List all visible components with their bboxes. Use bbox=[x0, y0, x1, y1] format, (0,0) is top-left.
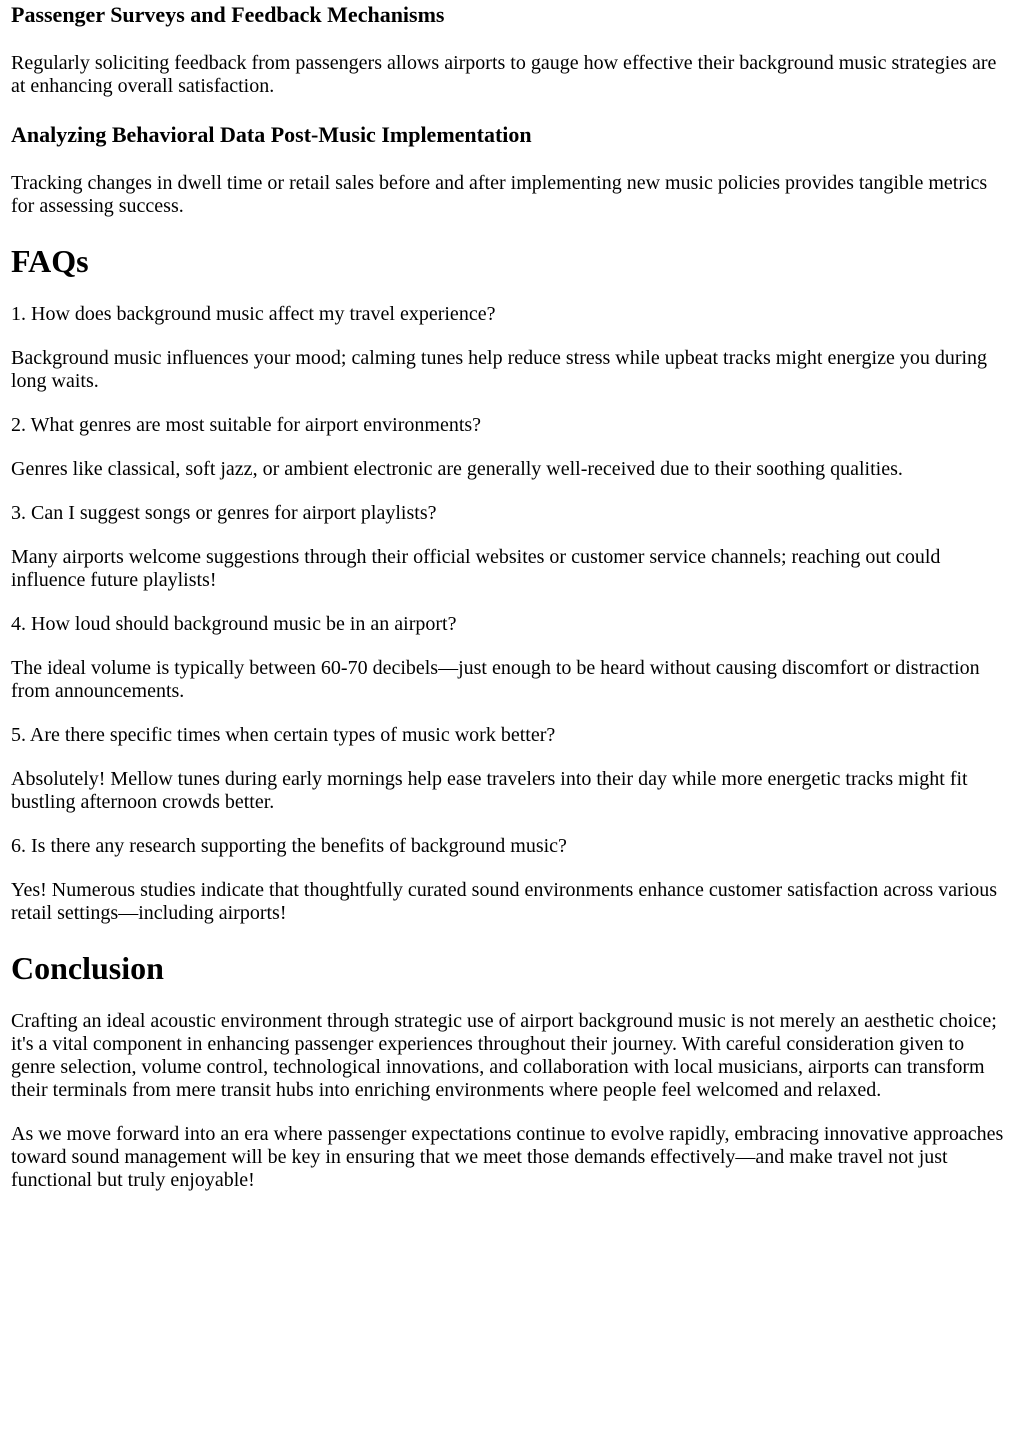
conclusion-heading: Conclusion bbox=[11, 950, 164, 986]
section-body-behavioral: Tracking changes in dwell time or retail sales before and after implementing new music policies provides tangible metrics for assessing success. bbox=[11, 172, 988, 217]
faq-question: 1. How does background music affect my travel experience? bbox=[11, 303, 496, 325]
faq-answer: The ideal volume is typically between 60-70 decibels—just enough to be heard without causing discomfort or distraction from announcements. bbox=[11, 657, 980, 702]
faq-answer: Many airports welcome suggestions through their official websites or customer service channels; reaching out could influence future playlists! bbox=[11, 546, 941, 591]
faq-answer: Absolutely! Mellow tunes during early mornings help ease travelers into their day while more energetic tracks might fit bustling afternoon crowds better. bbox=[11, 768, 968, 813]
faq-question: 2. What genres are most suitable for airport environments? bbox=[11, 414, 482, 436]
conclusion-paragraph: Crafting an ideal acoustic environment through strategic use of airport background music is not merely an aesthetic choice; it's a vital component in enhancing passenger experiences throughout their journey. With careful consideration given to genre selection, volume control, technological innovations, and collaboration with local musicians, airports can transform their terminals from mere transit hubs into enriching environments where people feel welcomed and relaxed. bbox=[11, 1010, 997, 1101]
faq-question: 5. Are there specific times when certain types of music work better? bbox=[11, 724, 556, 746]
section-body-surveys: Regularly soliciting feedback from passengers allows airports to gauge how effective their background music strategies are at enhancing overall satisfaction. bbox=[11, 52, 997, 97]
faq-answer: Yes! Numerous studies indicate that thoughtfully curated sound environments enhance customer satisfaction across various retail settings—including airports! bbox=[11, 879, 998, 924]
section-heading-surveys: Passenger Surveys and Feedback Mechanisms bbox=[11, 2, 445, 27]
faq-answer: Genres like classical, soft jazz, or ambient electronic are generally well-received due to their soothing qualities. bbox=[11, 458, 903, 480]
conclusion-paragraph: As we move forward into an era where passenger expectations continue to evolve rapidly, embracing innovative approaches toward sound management will be key in ensuring that we meet those demands effectively—and make travel not just functional but truly enjoyable! bbox=[11, 1123, 1004, 1191]
faq-answer: Background music influences your mood; calming tunes help reduce stress while upbeat tracks might energize you during long waits. bbox=[11, 347, 988, 392]
article-content bbox=[0, 2, 1024, 1192]
faq-question: 6. Is there any research supporting the benefits of background music? bbox=[11, 835, 567, 857]
faq-question: 4. How loud should background music be in an airport? bbox=[11, 613, 457, 635]
faqs-heading: FAQs bbox=[11, 243, 89, 279]
section-heading-behavioral: Analyzing Behavioral Data Post-Music Implementation bbox=[11, 122, 532, 147]
faq-question: 3. Can I suggest songs or genres for airport playlists? bbox=[11, 502, 437, 524]
